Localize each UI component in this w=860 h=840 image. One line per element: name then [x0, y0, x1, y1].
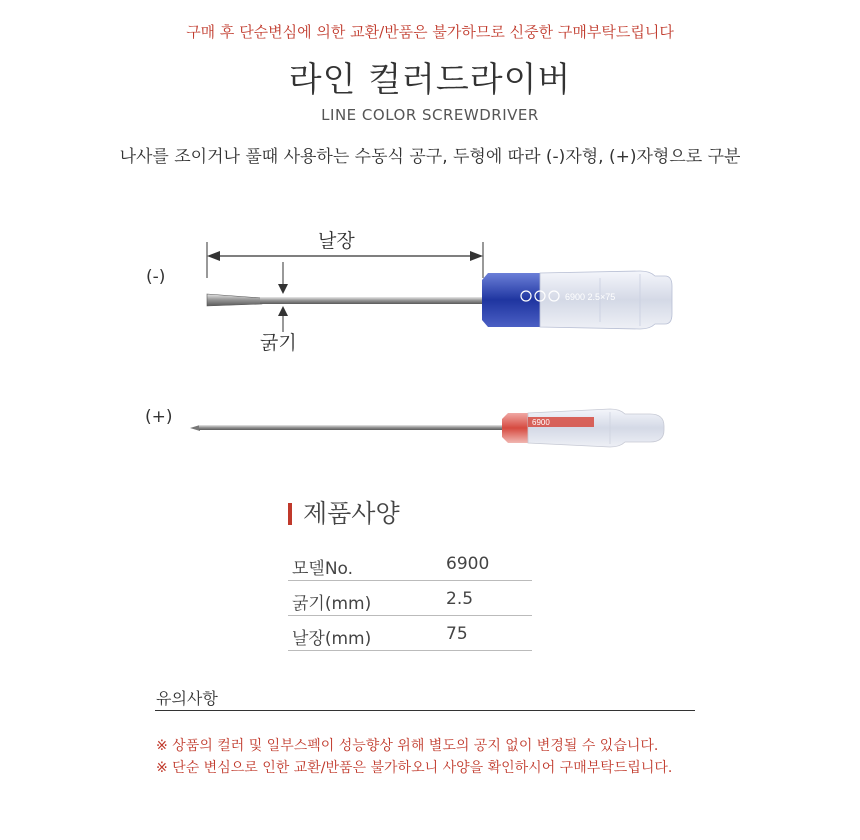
spec-row-blade-length: [288, 616, 532, 651]
spec-key: 날장(mm): [292, 629, 372, 649]
spec-value: 2.5: [446, 589, 474, 609]
spec-value: 6900: [446, 554, 490, 574]
caution-note: ※ 상품의 컬러 및 일부스펙이 성능향상 위해 별도의 공지 없이 변경될 수 있습니다.: [156, 738, 659, 754]
page-subtitle: LINE COLOR SCREWDRIVER: [321, 106, 539, 124]
phillips-handle-text: 6900: [532, 418, 550, 427]
caution-title: 유의사항: [156, 689, 218, 708]
flathead-type-label: (-): [146, 267, 166, 287]
phillips-type-label: (+): [145, 407, 173, 427]
spec-key: 굵기(mm): [292, 594, 372, 614]
purchase-notice: 구매 후 단순변심에 의한 교환/반품은 불가하므로 신중한 구매부탁드립니다: [186, 23, 674, 41]
product-description: 나사를 조이거나 풀때 사용하는 수동식 공구, 두형에 따라 (-)자형, (+)자형으로 구분: [119, 147, 741, 167]
spec-title-marker: [288, 503, 292, 525]
spec-table: [288, 546, 532, 651]
spec-row-thickness: [288, 581, 532, 616]
page-title: 라인 컬러드라이버: [288, 60, 572, 100]
flathead-handle-text: 6900 2.5×75: [565, 292, 616, 302]
caution-notes: [156, 735, 672, 779]
thickness-label: 굵기: [260, 332, 297, 354]
screwdriver-illustration: [0, 220, 860, 460]
spec-key: 모델No.: [292, 559, 354, 579]
spec-title: 제품사양: [303, 499, 400, 528]
flathead-screwdriver: [207, 271, 672, 329]
blade-length-label: 날장: [318, 230, 355, 252]
caution-note: ※ 단순 변심으로 인한 교환/반품은 불가하오니 사양을 확인하시어 구매부탁드립니다.: [156, 760, 673, 776]
blade-length-dimension: [207, 242, 483, 278]
screwdriver-figure: [0, 220, 860, 460]
spec-value: 75: [446, 624, 468, 644]
phillips-screwdriver: [190, 409, 664, 447]
spec-row-model: [288, 546, 532, 581]
caution-divider: [155, 710, 695, 711]
